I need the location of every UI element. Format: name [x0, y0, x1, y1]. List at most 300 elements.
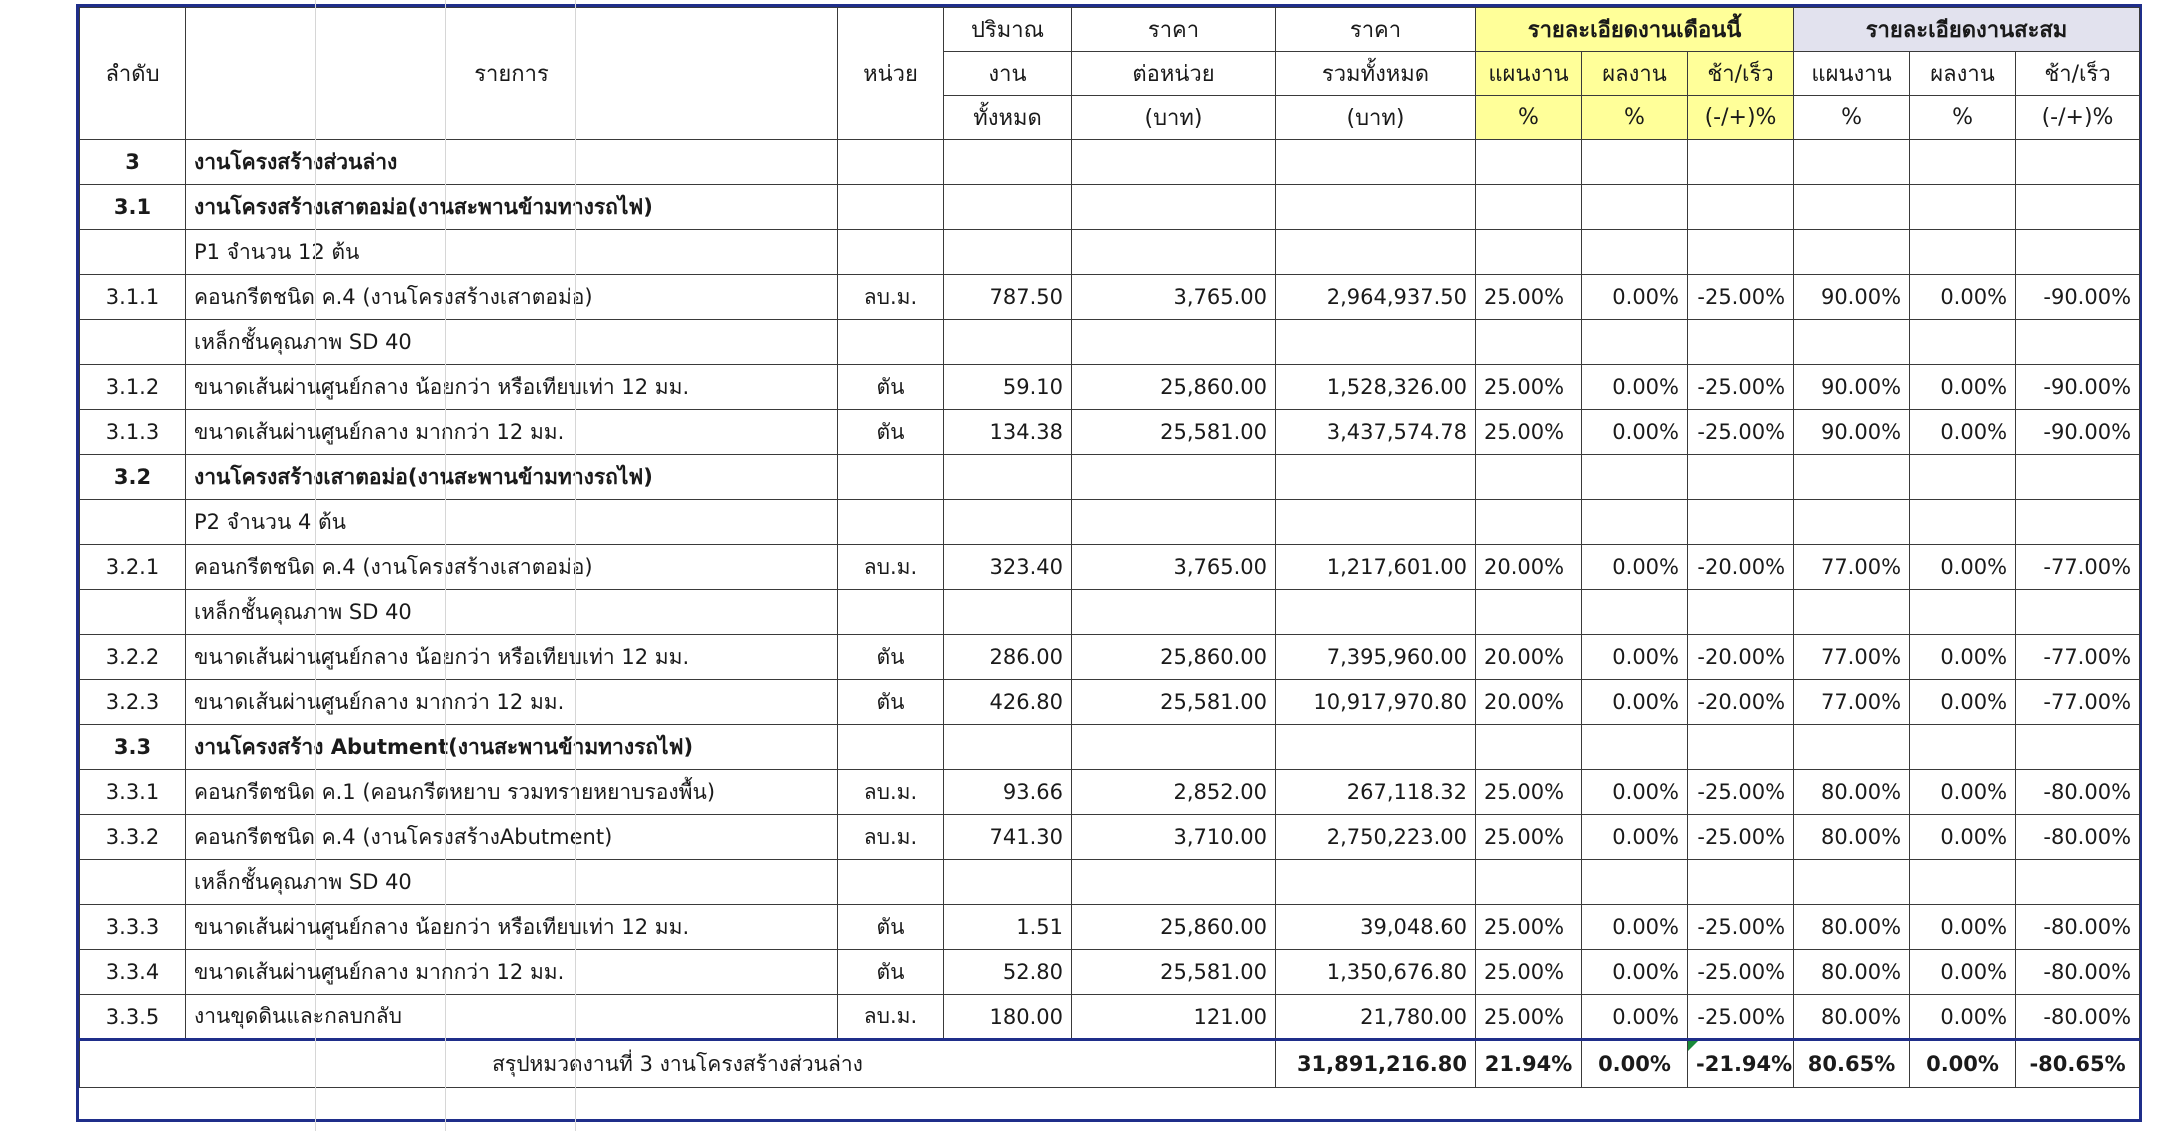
header-month-plan: แผนงาน — [1476, 52, 1582, 96]
cell-cum-result — [1910, 230, 2016, 275]
cell-unit: ตัน — [838, 905, 944, 950]
cell-month-diff — [1688, 455, 1794, 500]
cell-cum-diff: -77.00% — [2016, 680, 2140, 725]
cell-month-diff: -20.00% — [1688, 545, 1794, 590]
cell-month-diff — [1688, 725, 1794, 770]
cell-month-plan: 20.00% — [1476, 680, 1582, 725]
cell-total-price: 267,118.32 — [1276, 770, 1476, 815]
table-row — [80, 455, 2140, 500]
cell-total-price — [1276, 500, 1476, 545]
cell-cum-result — [1910, 860, 2016, 905]
cell-unit-price — [1072, 455, 1276, 500]
cell-unit — [838, 455, 944, 500]
cell-cum-diff — [2016, 590, 2140, 635]
cell-unit-price — [1072, 230, 1276, 275]
cell-unit: ลบ.ม. — [838, 275, 944, 320]
cell-item — [186, 230, 838, 275]
cell-month-result: 0.00% — [1582, 995, 1688, 1040]
header-row-1 — [80, 8, 2140, 52]
cell-unit-price: 25,860.00 — [1072, 365, 1276, 410]
table-row — [80, 995, 2140, 1040]
header-cum-plan: แผนงาน — [1794, 52, 1910, 96]
cell-cum-result: 0.00% — [1910, 410, 2016, 455]
cell-month-plan — [1476, 320, 1582, 365]
cell-unit: ตัน — [838, 950, 944, 995]
cell-cum-plan: 90.00% — [1794, 410, 1910, 455]
cell-qty: 1.51 — [944, 905, 1072, 950]
cell-unit: ลบ.ม. — [838, 545, 944, 590]
cell-seq: 3.3 — [80, 725, 186, 770]
cell-unit-price — [1072, 725, 1276, 770]
cell-month-plan: 25.00% — [1476, 905, 1582, 950]
table-row — [80, 770, 2140, 815]
table-row — [80, 815, 2140, 860]
header-unit: หน่วย — [838, 8, 944, 140]
cell-qty: 52.80 — [944, 950, 1072, 995]
cell-month-plan: 25.00% — [1476, 995, 1582, 1040]
cell-cum-plan — [1794, 455, 1910, 500]
cell-unit-price: 3,765.00 — [1072, 275, 1276, 320]
cell-month-plan: 25.00% — [1476, 410, 1582, 455]
cell-total-price: 39,048.60 — [1276, 905, 1476, 950]
summary-row — [80, 1040, 2140, 1088]
cell-month-result: 0.00% — [1582, 680, 1688, 725]
cell-qty — [944, 500, 1072, 545]
cell-total-price: 10,917,970.80 — [1276, 680, 1476, 725]
cell-unit — [838, 500, 944, 545]
header-unit-price-1: ราคา — [1072, 8, 1276, 52]
cell-cum-diff: -90.00% — [2016, 365, 2140, 410]
cell-cum-diff: -80.00% — [2016, 995, 2140, 1040]
item-label: เหล็กชั้นคุณภาพ SD 40 — [194, 869, 412, 894]
item-label: คอนกรีตชนิด ค.4 (งานโครงสร้างAbutment) — [194, 824, 613, 849]
table-row — [80, 545, 2140, 590]
cell-cum-plan: 80.00% — [1794, 815, 1910, 860]
item-label: ขนาดเส้นผ่านศูนย์กลาง มากกว่า 12 มม. — [194, 689, 565, 714]
cell-qty — [944, 725, 1072, 770]
table-row — [80, 320, 2140, 365]
cell-cum-result — [1910, 185, 2016, 230]
cell-cum-diff: -90.00% — [2016, 410, 2140, 455]
cell-month-diff — [1688, 590, 1794, 635]
cell-cum-diff: -80.00% — [2016, 815, 2140, 860]
cell-unit-price: 2,852.00 — [1072, 770, 1276, 815]
cell-unit: ตัน — [838, 635, 944, 680]
cell-month-diff: -25.00% — [1688, 365, 1794, 410]
cell-month-result: 0.00% — [1582, 635, 1688, 680]
cell-qty — [944, 140, 1072, 185]
cell-cum-diff — [2016, 320, 2140, 365]
summary-label: สรุปหมวดงานที่ 3 งานโครงสร้างส่วนล่าง — [80, 1040, 1276, 1088]
cell-month-plan — [1476, 230, 1582, 275]
cell-unit — [838, 230, 944, 275]
cell-month-diff: -25.00% — [1688, 815, 1794, 860]
item-label: เหล็กชั้นคุณภาพ SD 40 — [194, 329, 412, 354]
cell-qty: 787.50 — [944, 275, 1072, 320]
cell-cum-plan — [1794, 590, 1910, 635]
cell-cum-result — [1910, 455, 2016, 500]
cell-month-result: 0.00% — [1582, 410, 1688, 455]
item-label: ขนาดเส้นผ่านศูนย์กลาง น้อยกว่า หรือเทียบเท่า 12 มม. — [194, 374, 690, 399]
cell-month-result — [1582, 500, 1688, 545]
cell-unit-price — [1072, 500, 1276, 545]
cell-cum-plan — [1794, 320, 1910, 365]
cell-unit-price — [1072, 140, 1276, 185]
cell-total-price: 1,528,326.00 — [1276, 365, 1476, 410]
cell-cum-diff — [2016, 230, 2140, 275]
cell-total-price: 1,350,676.80 — [1276, 950, 1476, 995]
cell-cum-plan — [1794, 230, 1910, 275]
header-total-price-3: (บาท) — [1276, 96, 1476, 140]
cell-cum-diff: -80.00% — [2016, 770, 2140, 815]
summary-month-result: 0.00% — [1582, 1040, 1688, 1088]
table-row — [80, 230, 2140, 275]
cell-unit: ลบ.ม. — [838, 770, 944, 815]
cell-item — [186, 680, 838, 725]
cell-cum-result — [1910, 140, 2016, 185]
cell-unit — [838, 320, 944, 365]
cell-cum-plan: 80.00% — [1794, 905, 1910, 950]
cell-item — [186, 275, 838, 320]
cell-month-plan — [1476, 185, 1582, 230]
cell-seq: 3.1.2 — [80, 365, 186, 410]
header-cum-diff: ช้า/เร็ว — [2016, 52, 2140, 96]
cell-qty — [944, 185, 1072, 230]
cell-total-price — [1276, 725, 1476, 770]
summary-month-diff: -21.94% — [1688, 1040, 1794, 1088]
cell-month-plan — [1476, 455, 1582, 500]
cell-seq: 3 — [80, 140, 186, 185]
cell-cum-plan: 90.00% — [1794, 365, 1910, 410]
item-label: งานโครงสร้างส่วนล่าง — [194, 149, 398, 174]
table-row — [80, 950, 2140, 995]
cell-cum-diff — [2016, 455, 2140, 500]
cell-item — [186, 815, 838, 860]
cell-month-result: 0.00% — [1582, 770, 1688, 815]
summary-cum-result: 0.00% — [1910, 1040, 2016, 1088]
cell-unit — [838, 860, 944, 905]
progress-report-sheet — [76, 4, 2142, 1122]
cell-cum-result — [1910, 320, 2016, 365]
table-row — [80, 590, 2140, 635]
cell-seq — [80, 860, 186, 905]
cell-month-result: 0.00% — [1582, 545, 1688, 590]
cell-cum-result: 0.00% — [1910, 905, 2016, 950]
cell-seq: 3.3.4 — [80, 950, 186, 995]
item-label: ขนาดเส้นผ่านศูนย์กลาง มากกว่า 12 มม. — [194, 419, 565, 444]
cell-item — [186, 905, 838, 950]
cell-month-plan: 25.00% — [1476, 275, 1582, 320]
cell-total-price: 2,750,223.00 — [1276, 815, 1476, 860]
cell-seq: 3.2.3 — [80, 680, 186, 725]
cell-month-result — [1582, 590, 1688, 635]
cell-cum-plan: 77.00% — [1794, 635, 1910, 680]
summary-total: 31,891,216.80 — [1276, 1040, 1476, 1088]
cell-total-price: 7,395,960.00 — [1276, 635, 1476, 680]
table-row — [80, 680, 2140, 725]
header-month-group: รายละเอียดงานเดือนนี้ — [1476, 8, 1794, 52]
cell-total-price: 2,964,937.50 — [1276, 275, 1476, 320]
cell-cum-plan — [1794, 860, 1910, 905]
cell-cum-diff: -77.00% — [2016, 635, 2140, 680]
cell-seq — [80, 230, 186, 275]
cell-month-diff — [1688, 320, 1794, 365]
cell-cum-plan: 80.00% — [1794, 950, 1910, 995]
cell-qty: 59.10 — [944, 365, 1072, 410]
header-cum-group: รายละเอียดงานสะสม — [1794, 8, 2140, 52]
header-cum-diff-pct: (-/+)% — [2016, 96, 2140, 140]
cell-seq: 3.3.3 — [80, 905, 186, 950]
item-label: ขนาดเส้นผ่านศูนย์กลาง มากกว่า 12 มม. — [194, 959, 565, 984]
cell-guide-line — [315, 860, 316, 905]
cell-month-diff — [1688, 860, 1794, 905]
cell-month-plan: 25.00% — [1476, 365, 1582, 410]
table-row — [80, 365, 2140, 410]
cell-guide-line — [445, 860, 446, 905]
cell-seq — [80, 500, 186, 545]
cell-qty — [944, 230, 1072, 275]
cell-cum-diff — [2016, 860, 2140, 905]
cell-month-result: 0.00% — [1582, 275, 1688, 320]
item-label: งานขุดดินและกลบกลับ — [194, 1004, 402, 1028]
cell-seq — [80, 320, 186, 365]
cell-qty: 286.00 — [944, 635, 1072, 680]
cell-total-price: 21,780.00 — [1276, 995, 1476, 1040]
cell-month-plan: 25.00% — [1476, 950, 1582, 995]
cell-item — [186, 365, 838, 410]
cell-cum-plan: 90.00% — [1794, 275, 1910, 320]
cell-unit-price: 25,581.00 — [1072, 950, 1276, 995]
cell-month-result — [1582, 455, 1688, 500]
header-month-diff: ช้า/เร็ว — [1688, 52, 1794, 96]
cell-month-result: 0.00% — [1582, 815, 1688, 860]
cell-month-diff: -25.00% — [1688, 410, 1794, 455]
cell-cum-result: 0.00% — [1910, 275, 2016, 320]
header-cum-plan-pct: % — [1794, 96, 1910, 140]
cell-unit-price: 121.00 — [1072, 995, 1276, 1040]
cell-item — [186, 455, 838, 500]
cell-item — [186, 410, 838, 455]
cell-cum-diff: -90.00% — [2016, 275, 2140, 320]
cell-cum-plan — [1794, 140, 1910, 185]
cell-unit-price: 25,581.00 — [1072, 410, 1276, 455]
table-row — [80, 635, 2140, 680]
cell-total-price: 1,217,601.00 — [1276, 545, 1476, 590]
header-month-plan-pct: % — [1476, 96, 1582, 140]
cell-month-plan — [1476, 590, 1582, 635]
table-row — [80, 275, 2140, 320]
summary-cum-plan: 80.65% — [1794, 1040, 1910, 1088]
cell-month-result — [1582, 860, 1688, 905]
cell-item — [186, 950, 838, 995]
cell-unit — [838, 590, 944, 635]
cell-total-price — [1276, 185, 1476, 230]
cell-month-plan: 25.00% — [1476, 770, 1582, 815]
cell-qty: 180.00 — [944, 995, 1072, 1040]
cell-month-plan: 20.00% — [1476, 635, 1582, 680]
cell-seq: 3.2 — [80, 455, 186, 500]
cell-item — [186, 590, 838, 635]
cell-cum-plan: 77.00% — [1794, 680, 1910, 725]
cell-month-result — [1582, 185, 1688, 230]
cell-total-price — [1276, 590, 1476, 635]
cell-guide-line — [575, 860, 576, 905]
cell-month-diff — [1688, 500, 1794, 545]
item-label: ขนาดเส้นผ่านศูนย์กลาง น้อยกว่า หรือเทียบเท่า 12 มม. — [194, 914, 690, 939]
header-qty-3: ทั้งหมด — [944, 96, 1072, 140]
cell-qty — [944, 455, 1072, 500]
item-label: งานโครงสร้าง Abutment(งานสะพานข้ามทางรถไฟ) — [194, 734, 694, 759]
cell-cum-plan: 80.00% — [1794, 995, 1910, 1040]
cell-month-result: 0.00% — [1582, 950, 1688, 995]
item-label: งานโครงสร้างเสาตอม่อ(งานสะพานข้ามทางรถไฟ) — [194, 464, 653, 489]
cell-cum-plan: 80.00% — [1794, 770, 1910, 815]
cell-unit-price: 25,860.00 — [1072, 635, 1276, 680]
cell-month-result — [1582, 725, 1688, 770]
cell-cum-result: 0.00% — [1910, 545, 2016, 590]
cell-month-diff: -20.00% — [1688, 635, 1794, 680]
cell-cum-result: 0.00% — [1910, 995, 2016, 1040]
cell-month-plan — [1476, 500, 1582, 545]
cell-item — [186, 185, 838, 230]
cell-unit-price: 3,765.00 — [1072, 545, 1276, 590]
item-label: คอนกรีตชนิด ค.4 (งานโครงสร้างเสาตอม่อ) — [194, 554, 593, 579]
cell-seq: 3.3.5 — [80, 995, 186, 1040]
cell-month-plan: 20.00% — [1476, 545, 1582, 590]
cell-month-plan — [1476, 860, 1582, 905]
cell-cum-plan — [1794, 185, 1910, 230]
cell-item — [186, 860, 838, 905]
cell-seq: 3.3.2 — [80, 815, 186, 860]
cell-cum-result: 0.00% — [1910, 815, 2016, 860]
item-label: P1 จำนวน 12 ต้น — [194, 239, 360, 264]
cell-qty — [944, 590, 1072, 635]
cell-month-diff: -25.00% — [1688, 770, 1794, 815]
cell-cum-result: 0.00% — [1910, 635, 2016, 680]
cell-seq — [80, 590, 186, 635]
summary-month-plan: 21.94% — [1476, 1040, 1582, 1088]
table-row — [80, 860, 2140, 905]
cell-month-plan — [1476, 140, 1582, 185]
header-qty-1: ปริมาณ — [944, 8, 1072, 52]
cell-seq: 3.1.1 — [80, 275, 186, 320]
header-unit-price-3: (บาท) — [1072, 96, 1276, 140]
cell-month-diff: -25.00% — [1688, 905, 1794, 950]
cell-cum-result — [1910, 500, 2016, 545]
cell-unit-price: 3,710.00 — [1072, 815, 1276, 860]
header-unit-price-2: ต่อหน่วย — [1072, 52, 1276, 96]
cell-unit-price — [1072, 860, 1276, 905]
item-label: คอนกรีตชนิด ค.1 (คอนกรีตหยาบ รวมทรายหยาบรองพื้น) — [194, 779, 716, 804]
cell-unit — [838, 140, 944, 185]
cell-unit: ตัน — [838, 410, 944, 455]
cell-total-price — [1276, 320, 1476, 365]
cell-qty: 741.30 — [944, 815, 1072, 860]
header-total-price-1: ราคา — [1276, 8, 1476, 52]
table-body — [80, 140, 2140, 1040]
header-total-price-2: รวมทั้งหมด — [1276, 52, 1476, 96]
item-label: ขนาดเส้นผ่านศูนย์กลาง น้อยกว่า หรือเทียบเท่า 12 มม. — [194, 644, 690, 669]
cell-cum-result — [1910, 590, 2016, 635]
cell-item — [186, 500, 838, 545]
header-qty-2: งาน — [944, 52, 1072, 96]
cell-total-price: 3,437,574.78 — [1276, 410, 1476, 455]
cell-qty: 426.80 — [944, 680, 1072, 725]
table-row — [80, 140, 2140, 185]
cell-month-diff: -25.00% — [1688, 995, 1794, 1040]
cell-total-price — [1276, 230, 1476, 275]
cell-unit-price: 25,581.00 — [1072, 680, 1276, 725]
cell-total-price — [1276, 860, 1476, 905]
cell-unit-price — [1072, 185, 1276, 230]
cell-cum-diff — [2016, 140, 2140, 185]
progress-table — [79, 7, 2140, 1088]
cell-seq: 3.3.1 — [80, 770, 186, 815]
cell-item — [186, 140, 838, 185]
cell-unit — [838, 725, 944, 770]
header-cum-result: ผลงาน — [1910, 52, 2016, 96]
cell-cum-result: 0.00% — [1910, 365, 2016, 410]
cell-month-diff — [1688, 230, 1794, 275]
cell-month-result: 0.00% — [1582, 905, 1688, 950]
cell-cum-plan — [1794, 500, 1910, 545]
cell-unit: ตัน — [838, 365, 944, 410]
cell-cum-diff: -80.00% — [2016, 905, 2140, 950]
item-label: คอนกรีตชนิด ค.4 (งานโครงสร้างเสาตอม่อ) — [194, 284, 593, 309]
cell-item — [186, 725, 838, 770]
cell-seq: 3.2.2 — [80, 635, 186, 680]
cell-unit — [838, 185, 944, 230]
cell-cum-result — [1910, 725, 2016, 770]
cell-seq: 3.1.3 — [80, 410, 186, 455]
cell-cum-result: 0.00% — [1910, 680, 2016, 725]
cell-month-diff — [1688, 140, 1794, 185]
header-month-result: ผลงาน — [1582, 52, 1688, 96]
cell-month-plan: 25.00% — [1476, 815, 1582, 860]
cell-cum-diff: -77.00% — [2016, 545, 2140, 590]
cell-seq: 3.1 — [80, 185, 186, 230]
header-item: รายการ — [186, 8, 838, 140]
cell-month-result: 0.00% — [1582, 365, 1688, 410]
cell-cum-diff — [2016, 185, 2140, 230]
cell-item — [186, 995, 838, 1040]
cell-month-diff — [1688, 185, 1794, 230]
cell-unit-price: 25,860.00 — [1072, 905, 1276, 950]
cell-qty — [944, 860, 1072, 905]
cell-month-plan — [1476, 725, 1582, 770]
cell-month-diff: -20.00% — [1688, 680, 1794, 725]
cell-item — [186, 770, 838, 815]
header-month-result-pct: % — [1582, 96, 1688, 140]
table-row — [80, 725, 2140, 770]
cell-month-diff: -25.00% — [1688, 950, 1794, 995]
cell-cum-diff — [2016, 500, 2140, 545]
item-label: เหล็กชั้นคุณภาพ SD 40 — [194, 599, 412, 624]
cell-cum-diff — [2016, 725, 2140, 770]
cell-month-result — [1582, 320, 1688, 365]
cell-month-result — [1582, 140, 1688, 185]
cell-qty: 323.40 — [944, 545, 1072, 590]
header-month-diff-pct: (-/+)% — [1688, 96, 1794, 140]
cell-item — [186, 545, 838, 590]
cell-unit-price — [1072, 590, 1276, 635]
item-label: งานโครงสร้างเสาตอม่อ(งานสะพานข้ามทางรถไฟ) — [194, 194, 653, 219]
cell-unit-price — [1072, 320, 1276, 365]
cell-cum-result: 0.00% — [1910, 950, 2016, 995]
summary-cum-diff: -80.65% — [2016, 1040, 2140, 1088]
cell-month-diff: -25.00% — [1688, 275, 1794, 320]
cell-total-price — [1276, 140, 1476, 185]
